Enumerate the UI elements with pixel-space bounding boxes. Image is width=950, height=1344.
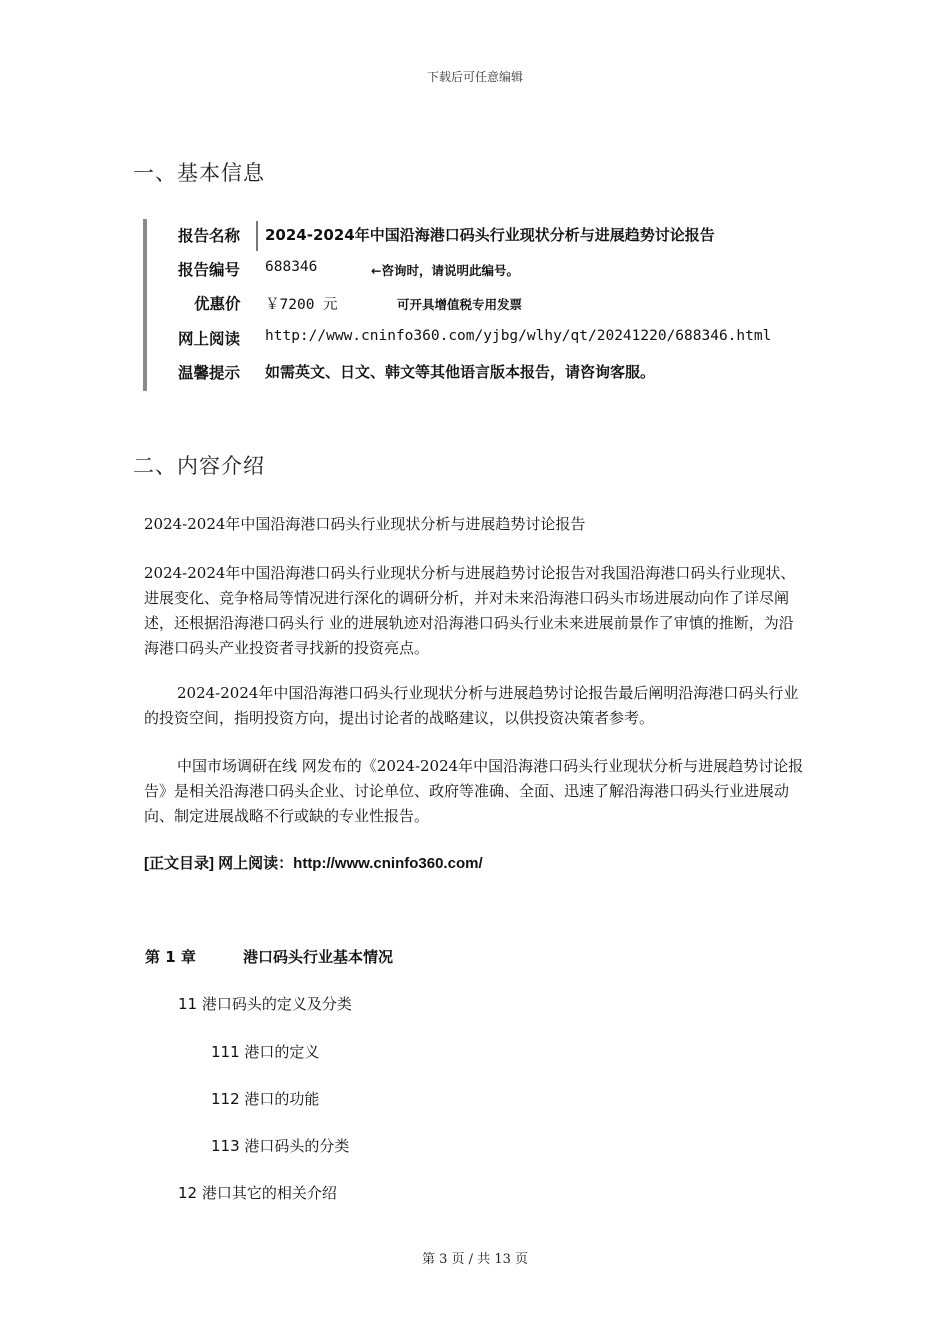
toc-online-link[interactable]: [正文目录] 网上阅读：http://www.cninfo360.com/ <box>144 855 483 872</box>
content-paragraph-1: 2024-2024年中国沿海港口码头行业现状分析与进展趋势讨论报告对我国沿海港口码头行业现状、进展变化、竞争格局等情况进行深化的调研分析，并对未来沿海港口码头市场进展动向作了详尽阐述，还根据沿海港口码头行 业的进展轨迹对沿海港口码头行业未来进展前景作了审慎的推断，为沿海港口码头产业投资者寻找新的投资亮点。 <box>144 564 796 657</box>
content-paragraph-2: 2024-2024年中国沿海港口码头行业现状分析与进展趋势讨论报告最后阐明沿海港口码头行业的投资空间，指明投资方向，提出讨论者的战略建议，以供投资决策者参考。 <box>144 684 799 727</box>
report-id-note: ←咨询时，请说明此编号。 <box>371 263 519 278</box>
report-id-value: 688346 <box>265 259 318 275</box>
report-id-label: 报告编号 <box>178 261 241 279</box>
toc-item-112: 112 港口的功能 <box>211 1090 320 1108</box>
name-divider <box>256 221 258 251</box>
chapter-1-title: 港口码头行业基本情况 <box>243 948 394 966</box>
tip-value: 如需英文、日文、韩文等其他语言版本报告，请咨询客服。 <box>265 363 656 381</box>
report-name-label: 报告名称 <box>178 227 241 245</box>
section-title-basic-info: 一、基本信息 <box>133 161 265 185</box>
toc-item-11: 11 港口码头的定义及分类 <box>178 995 352 1013</box>
content-paragraph-3: 中国市场调研在线 网发布的《2024-2024年中国沿海港口码头行业现状分析与进展趋势讨论报告》是相关沿海港口码头企业、讨论单位、政府等准确、全面、迅速了解沿海港口码头行业进展动向、制定进展战略不行或缺的专业性报告。 <box>144 757 804 825</box>
online-read-url[interactable]: http://www.cninfo360.com/yjbg/wlhy/qt/20241220/688346.html <box>265 328 772 344</box>
tip-label: 温馨提示 <box>178 364 241 382</box>
report-name-value: 2024-2024年中国沿海港口码头行业现状分析与进展趋势讨论报告 <box>265 226 715 244</box>
chapter-1-number: 第 1 章 <box>145 948 196 966</box>
info-left-bar <box>143 219 147 391</box>
header-note: 下载后可任意编辑 <box>426 70 523 84</box>
content-title-line: 2024-2024年中国沿海港口码头行业现状分析与进展趋势讨论报告 <box>144 515 586 533</box>
online-read-label: 网上阅读 <box>178 330 241 348</box>
toc-item-113: 113 港口码头的分类 <box>211 1137 350 1155</box>
section-title-content: 二、内容介绍 <box>133 454 265 478</box>
page-footer: 第 3 页 / 共 13 页 <box>422 1252 528 1267</box>
toc-item-111: 111 港口的定义 <box>211 1043 320 1061</box>
price-value: ￥7200 元 <box>265 297 338 313</box>
price-label: 优惠价 <box>194 295 241 313</box>
toc-item-12: 12 港口其它的相关介绍 <box>178 1184 337 1202</box>
price-note: 可开具增值税专用发票 <box>397 297 523 312</box>
